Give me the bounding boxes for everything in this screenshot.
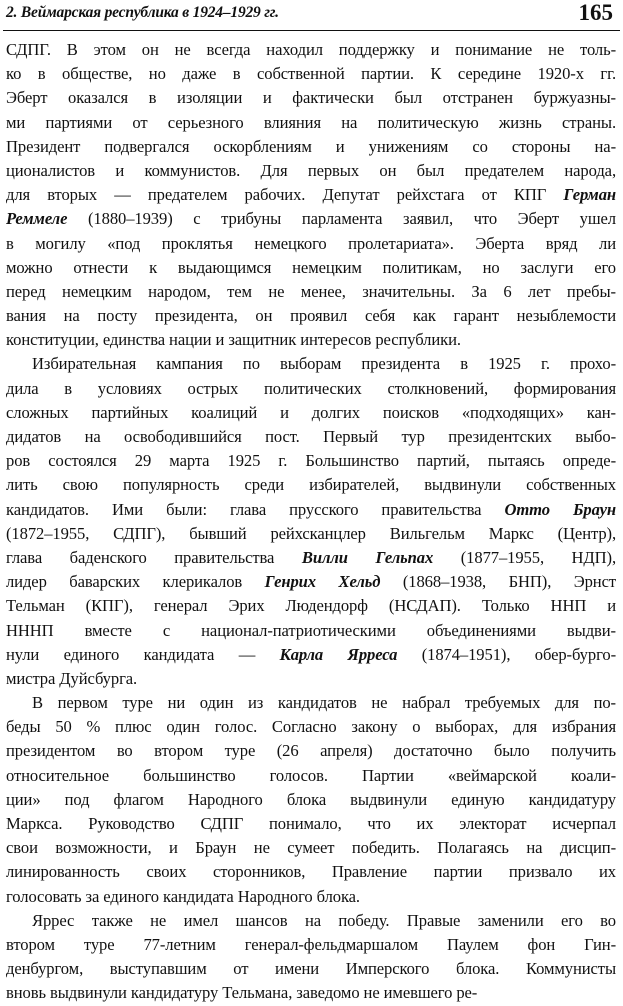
text-run: (1874–1951), обер-бурго- (397, 644, 616, 664)
text-run: ми партиями от серьезного влияния на политическую жизнь страны. (6, 112, 616, 132)
text-run: голосовать за единого кандидата Народного блока. (6, 886, 360, 906)
text-line (6, 570, 616, 594)
text-line (6, 377, 616, 401)
text-run: СДПГ. В этом он не всегда находил поддержку и понимание не толь- (6, 40, 616, 59)
header-rule (3, 30, 620, 31)
text-line (6, 401, 616, 425)
highlighted-name: Вилли Гельпах (301, 547, 434, 567)
highlighted-name: Генрих Хельд (264, 572, 381, 592)
text-run: (1872–1955, СДПГ), бывший рейхсканцлер Вильгельм Маркс (Центр), (6, 523, 616, 543)
text-line (6, 159, 616, 183)
text-run: вания на посту президента, он проявил себя как гарант незыблемости (6, 306, 616, 326)
highlighted-name: Герман (563, 185, 616, 205)
text-line (6, 981, 616, 1005)
text-line (6, 328, 616, 352)
page-number: 165 (578, 0, 613, 25)
highlighted-name: Карла Ярреса (279, 644, 398, 664)
text-run: НННП вместе с национал-патриотическими объединениями выдви- (6, 620, 616, 640)
text-line (6, 546, 616, 570)
text-run: президентом во втором туре (26 апреля) достаточно было получить (6, 741, 616, 761)
text-run: Президент подвергался оскорблениям и унижениям со стороны на- (6, 136, 616, 156)
text-run: линированность своих сторонников, Правление партии призвало их (6, 862, 616, 882)
text-run: в могилу «под проклятья немецкого пролетариата». Эберта вряд ли (6, 233, 616, 253)
text-line (6, 933, 616, 957)
running-head: 2. Веймарская республика в 1924–1929 гг. (6, 4, 279, 21)
text-line (6, 667, 616, 691)
text-line (6, 909, 616, 933)
text-run: (1877–1955, НДП), (433, 547, 616, 567)
text-run: нули единого кандидата — (6, 644, 280, 664)
text-line (6, 522, 616, 546)
body-text (6, 38, 616, 1006)
text-run: (1868–1938, БНП), Эрнст (380, 572, 616, 592)
text-line (6, 256, 616, 280)
text-run: свои возможности, и Браун не сумеет победить. Полагаясь на дисцип- (6, 838, 616, 858)
paragraph-p1 (6, 38, 616, 352)
text-line (6, 860, 616, 884)
text-run: дидатов на освободившийся пост. Первый тур президентских выбо- (6, 427, 616, 446)
text-run: дила в условиях острых политических столкновений, формирования (6, 378, 616, 398)
text-run: ров состоялся 29 марта 1925 г. Большинство партий, пытаясь опреде- (6, 451, 616, 471)
text-line (6, 836, 616, 860)
text-line (6, 619, 616, 643)
text-line (6, 38, 616, 62)
text-run: кандидатов. Ими были: глава прусского правительства (6, 499, 505, 519)
text-line (6, 473, 616, 497)
text-run: мистра Дуйсбурга. (6, 668, 138, 688)
highlighted-name: Реммеле (6, 209, 68, 229)
text-line (6, 764, 616, 788)
text-run: конституции, единства нации и защитник интересов республики. (6, 330, 461, 350)
text-run: сложных партийных коалиций и долгих поисков «подходящих» кан- (6, 402, 616, 422)
text-run: ционалистов и коммунистов. Для первых он был предателем народа, (6, 160, 616, 180)
text-line (6, 135, 616, 159)
text-line (6, 62, 616, 86)
paragraph-p3 (6, 691, 616, 909)
text-run: Избирательная кампания по выборам президента в 1925 г. прохо- (32, 354, 616, 374)
page-header (0, 0, 623, 34)
text-line (6, 280, 616, 304)
text-run: втором туре 77-летним генерал-фельдмаршалом Паулем фон Гин- (6, 934, 616, 954)
text-run: (1880–1939) с трибуны парламента заявил, что Эберт ушел (67, 209, 616, 229)
text-run: лить свою популярность среди избирателей, выдвинули собственных (6, 475, 616, 495)
text-line (6, 425, 616, 449)
text-run: ко в обществе, но даже в собственной партии. К середине 1920-х гг. (6, 64, 616, 84)
text-line (6, 111, 616, 135)
text-line (6, 957, 616, 981)
text-line (6, 352, 616, 376)
text-line (6, 643, 616, 667)
text-line (6, 715, 616, 739)
text-line (6, 788, 616, 812)
text-line (6, 691, 616, 715)
text-run: глава баденского правительства (6, 547, 302, 567)
text-line (6, 449, 616, 473)
text-run: ции» под флагом Народного блока выдвинули единую кандидатуру (6, 789, 616, 809)
text-line (6, 885, 616, 909)
text-run: вновь выдвинули кандидатуру Тельмана, заведомо не имевшего ре- (6, 983, 478, 1003)
text-line (6, 594, 616, 618)
text-run: Яррес также не имел шансов на победу. Правые заменили его во (32, 910, 616, 930)
text-line (6, 304, 616, 328)
text-run: Тельман (КПГ), генерал Эрих Людендорф (НСДАП). Только ННП и (6, 596, 616, 616)
text-run: для вторых — предателем рабочих. Депутат рейхстага от КПГ (6, 185, 564, 205)
text-run: Маркса. Руководство СДПГ понимало, что их электорат исчерпал (6, 814, 616, 833)
text-line (6, 498, 616, 522)
text-run: Эберт оказался в изоляции и фактически был отстранен буржуазны- (6, 88, 616, 108)
text-run: лидер баварских клерикалов (6, 572, 265, 592)
text-run: можно отнести к выдающимся немецким политикам, но заслуги его (6, 257, 616, 277)
text-line (6, 232, 616, 256)
text-line (6, 739, 616, 763)
paragraph-p4 (6, 909, 616, 1006)
highlighted-name: Отто Браун (504, 499, 616, 519)
text-run: В первом туре ни один из кандидатов не набрал требуемых для по- (32, 693, 616, 713)
paragraph-p2 (6, 352, 616, 691)
text-run: беды 50 % плюс один голос. Согласно закону о выборах, для избрания (6, 717, 616, 737)
text-line (6, 207, 616, 231)
text-run: денбургом, выступавшим от имени Имперского блока. Коммунисты (6, 959, 616, 979)
text-run: перед немецким народом, тем не менее, значительны. За 6 лет пребы- (6, 281, 616, 301)
text-line (6, 183, 616, 207)
text-run: относительное большинство голосов. Партии «веймарской коали- (6, 765, 616, 785)
text-line (6, 812, 616, 836)
text-line (6, 86, 616, 110)
